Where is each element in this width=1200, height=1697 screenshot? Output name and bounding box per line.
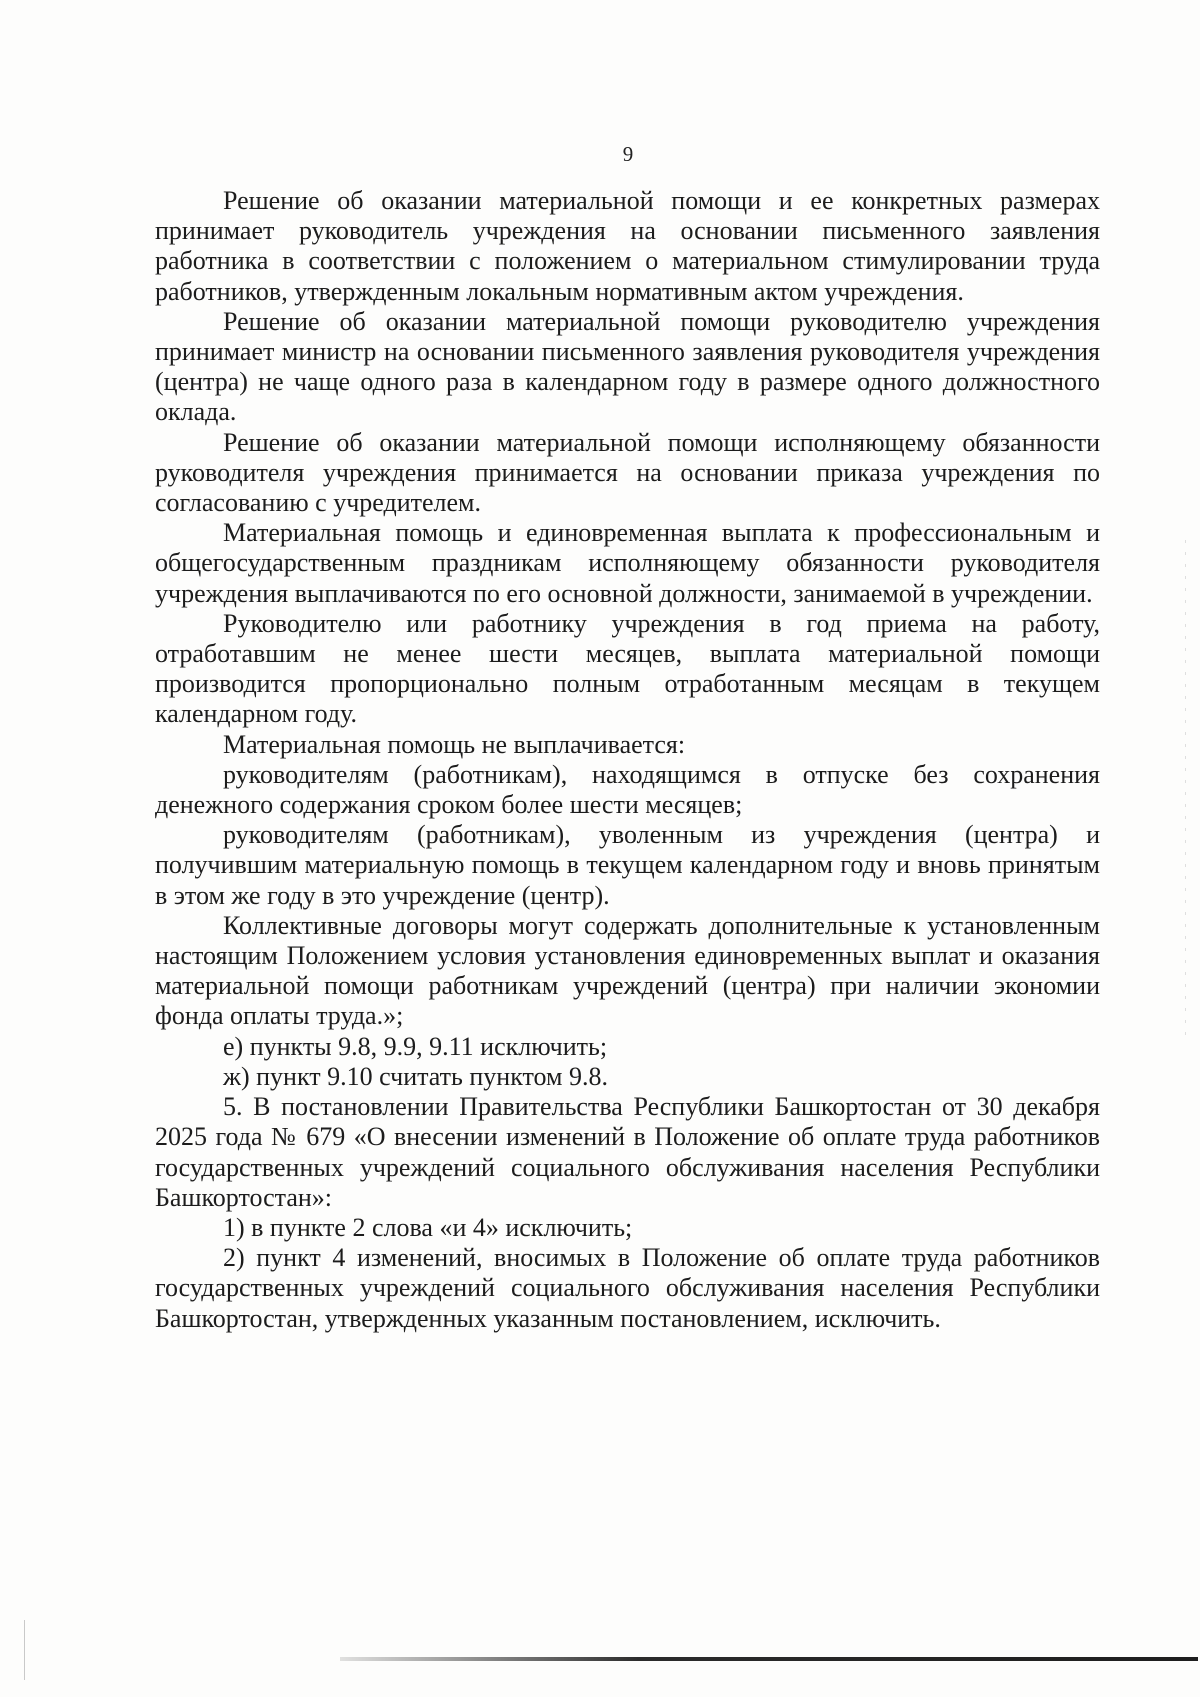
document-body — [155, 186, 1100, 1334]
paragraph-section-5: 5. В постановлении Правительства Республики Башкортостан от 30 декабря 2025 года № 679 «О внесении изменений в Положение об оплате труда работников государственных учреждений социального обслуживания населения Республики Башкортостан»: — [155, 1092, 1100, 1212]
page-number: 9 — [622, 142, 634, 166]
scan-artifact-bottom-bar — [340, 1657, 1198, 1661]
paragraph-collective-agreements: Коллективные договоры могут содержать дополнительные к установленным настоящим Положением условия установления единовременных выплат и оказания материальной помощи работникам учреждений (центра) при наличии экономии фонда оплаты труда.»; — [155, 910, 1100, 1031]
paragraph-not-paid-intro: Материальная помощь не выплачивается: — [223, 729, 686, 759]
scan-artifact-right-dots — [1185, 540, 1186, 1040]
paragraph-not-paid-leave: руководителям (работникам), находящимся в отпуске без сохранения денежного содержания сроком более шести месяцев; — [155, 759, 1100, 820]
paragraph-assistance-decision: Решение об оказании материальной помощи и ее конкретных размерах принимает руководитель учреждения на основании письменного заявления работника в соответствии с положением о материальном стимулировании труда работников, утвержденным локальным нормативным актом учреждения. — [155, 186, 1100, 306]
paragraph-item-zh: ж) пункт 9.10 считать пунктом 9.8. — [223, 1061, 608, 1091]
paragraph-item-e: е) пункты 9.8, 9.9, 9.11 исключить; — [223, 1031, 608, 1061]
scan-artifact-left-line — [24, 1620, 25, 1680]
paragraph-proportional-payment: Руководителю или работнику учреждения в год приема на работу, отработавшим не менее шести месяцев, выплата материальной помощи производится пропорционально полным отработанным месяцам в текущем календарном году. — [155, 608, 1100, 729]
paragraph-head-assistance: Решение об оказании материальной помощи руководителю учреждения принимает министр на основании письменного заявления руководителя учреждения (центра) не чаще одного раза в календарном году в размере одного должностного оклада. — [155, 306, 1100, 427]
paragraph-not-paid-dismissed: руководителям (работникам), уволенным из учреждения (центра) и получившим материальную помощь в текущем календарном году и вновь принятым в этом же году в это учреждение (центр). — [155, 820, 1100, 910]
paragraph-subitem-2: 2) пункт 4 изменений, вносимых в Положение об оплате труда работников государственных учреждений социального обслуживания населения Республики Башкортостан, утвержденных указанным постановлением, исключить. — [155, 1243, 1100, 1333]
paragraph-acting-head-assistance: Решение об оказании материальной помощи исполняющему обязанности руководителя учреждения принимается на основании приказа учреждения по согласованию с учредителем. — [155, 427, 1100, 518]
paragraph-subitem-1: 1) в пункте 2 слова «и 4» исключить; — [223, 1212, 633, 1242]
paragraph-holiday-payment: Материальная помощь и единовременная выплата к профессиональным и общегосударственным праздникам исполняющему обязанности руководителя учреждения выплачиваются по его основной должности, занимаемой в учреждении. — [155, 518, 1100, 608]
